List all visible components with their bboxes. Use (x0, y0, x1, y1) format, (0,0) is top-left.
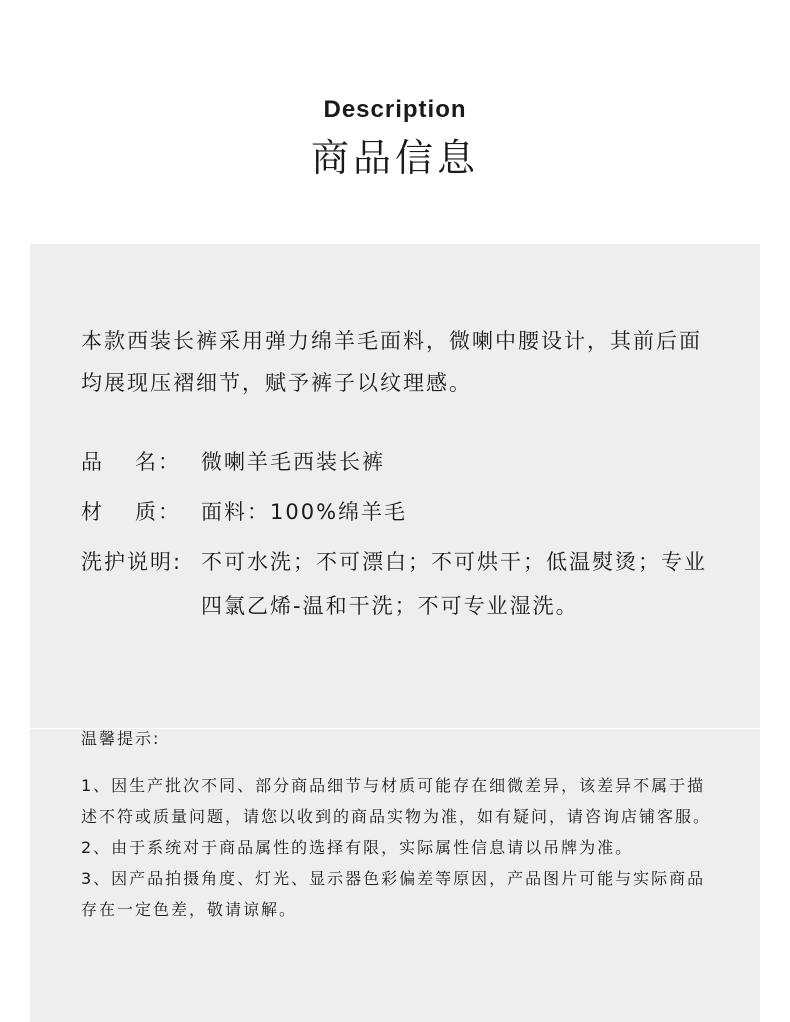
spec-name-value: 微喇羊毛西装长裤 (201, 450, 385, 474)
info-panel (30, 244, 760, 1022)
spec-care-value: 不可水洗；不可漂白；不可烘干；低温熨烫；专业四氯乙烯-温和干洗；不可专业湿洗。 (201, 550, 707, 618)
spec-name-label: 品 名： (81, 450, 181, 474)
notice-item: 3、因产品拍摄角度、灯光、显示器色彩偏差等原因，产品图片可能与实际商品存在一定色差，敬请谅解。 (81, 869, 706, 919)
spec-care-label: 洗护说明: (81, 550, 183, 574)
spec-care-instructions (81, 540, 721, 628)
notice-item: 1、因生产批次不同、部分商品细节与材质可能存在细微差异，该差异不属于描述不符或质量问题，请您以收到的商品实物为准，如有疑问，请咨询店铺客服。 (81, 776, 712, 826)
notice-title: 温馨提示: (81, 729, 161, 748)
english-title: Description (323, 96, 467, 123)
notice-item: 2、由于系统对于商品属性的选择有限，实际属性信息请以吊牌为准。 (81, 838, 634, 857)
spec-product-name (81, 440, 721, 484)
spec-material-value: 面料：100%绵羊毛 (201, 500, 408, 524)
section-header (0, 92, 790, 184)
spec-material (81, 490, 721, 534)
notice-list (81, 770, 721, 925)
spec-material-label: 材 质： (81, 500, 181, 524)
product-intro: 本款西装长裤采用弹力绵羊毛面料，微喇中腰设计，其前后面均展现压褶细节，赋予裤子以纹理感。 (81, 329, 702, 395)
chinese-title: 商品信息 (310, 136, 479, 180)
